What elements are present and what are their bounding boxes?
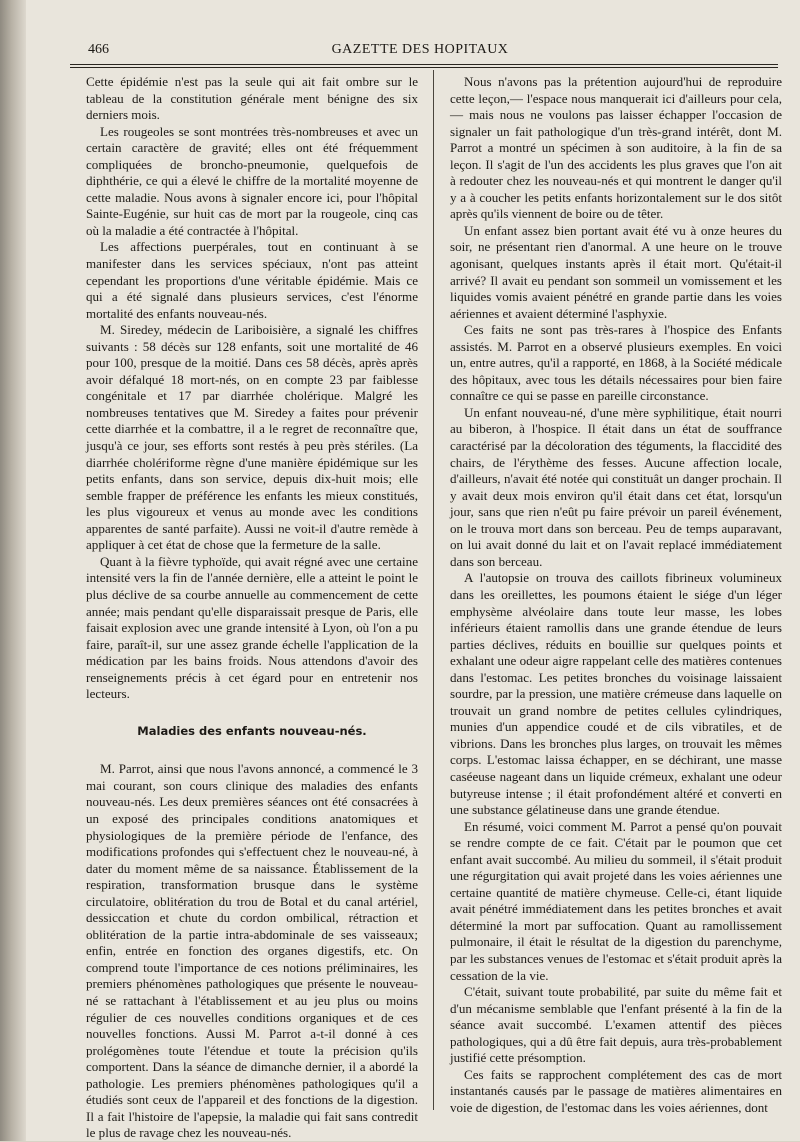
paragraph: M. Siredey, médecin de Lariboisière, a signalé les chiffres suivants : 58 décès sur 128 enfants, soit une mortalité de 46 pour 100, presque de la moitié. Dans ces 58 décès, après après avoir défalqué 18 mort-nés, on en compte 23 par faiblesse congénitale et 17 par diarrhée cholérique. Malgré les nombreuses tentatives que M. Siredey a faites pour prévenir cette diarrhée et la combattre, il a le regret de reconnaître que, jusqu'à ce jour, ses efforts sont restés à peu près stériles. (La diarrhée cholériforme règne d'une manière épidémique sur les petits enfants, dans son service, depuis dix-huit mois; elle semble frapper de préférence les enfants les mieux constitués, les plus vigoureux et venus au monde avec les conditions apparentes de santé parfaite). Aussi ne voit-il d'autre remède à appliquer à cet état de chose que la fermeture de la salle.	[86, 322, 418, 553]
section-heading: Maladies des enfants nouveau-nés.	[137, 723, 367, 738]
paragraph: Ces faits ne sont pas très-rares à l'hospice des Enfants assistés. M. Parrot en a observé plusieurs exemples. En voici un, entre autres, qu'il a rapporté, en 1868, à la Société médicale des hôpitaux, avec tous les détails nécessaires pour bien faire connaître ce qui se passe en pareille circonstance.	[450, 322, 782, 404]
paragraph: Nous n'avons pas la prétention aujourd'hui de reproduire cette leçon,— l'espace nous manquerait ici d'ailleurs pour cela, — mais nous ne voulons pas laisser échapper l'occasion de signaler un fait pathologique d'un très-grand intérêt, dont M. Parrot a montré un spécimen à son auditoire, à la fin de sa leçon. Il s'agit de l'un des accidents les plus graves que l'on ait à redouter chez les nouveau-nés et qui montrent le danger qu'il y a à coucher les petits enfants horizontalement sur le dos sitôt après qu'ils viennent de boire ou de têter.	[450, 74, 782, 222]
paragraph: Ces faits se rapprochent complétement des cas de mort instantanés causés par le passage de matières alimentaires en voie de digestion, de l'estomac dans les voies aériennes, dont	[450, 1066, 782, 1115]
binding-edge	[0, 0, 26, 1141]
paragraph: Un enfant nouveau-né, d'une mère syphilitique, était nourri au biberon, à l'hospice. Il était dans un état de souffrance caractérisé par la décoloration des téguments, la flaccidité des chairs, de l'érythème des fesses. Aucune affection locale, d'ailleurs, n'avait été notée qui constituât un danger prochain. Il y avait deux mois environ qu'il était dans cet état, lorsqu'un jour, sans que rien n'eût pu faire prévoir un pareil événement, on le trouva mort dans son berceau. Peu de temps auparavant, on lui avait donné du lait et on l'avait replacé immédiatement dans son berceau.	[450, 404, 782, 569]
header-rule	[70, 64, 778, 65]
paragraph: Les affections puerpérales, tout en continuant à se manifester dans les services spéciaux, n'ont pas atteint cependant les proportions d'une véritable épidémie. Mais ce qui a été signalé dans plusieurs services, c'est l'énorme mortalité des enfants nouveau-nés.	[86, 239, 418, 321]
page-number: 466	[88, 42, 109, 57]
column-divider	[433, 70, 434, 1110]
left-column	[86, 74, 418, 1142]
paragraph: Cette épidémie n'est pas la seule qui ait fait ombre sur le tableau de la constitution générale ment bénigne des six derniers mois.	[86, 74, 418, 123]
running-title: GAZETTE DES HOPITAUX	[331, 42, 509, 57]
right-column	[450, 74, 782, 1116]
paragraph: M. Parrot, ainsi que nous l'avons annoncé, a commencé le 3 mai courant, son cours clinique des maladies des enfants nouveau-nés. Les deux premières séances ont été consacrées à un exposé des principales conditions anatomiques et physiologiques de la première période de l'enfance, des modifications profondes qui s'effectuent chez le nouveau-né, à dater du moment même de sa naissance. Établissement de la respiration, transformation brusque dans le système circulatoire, oblitération du trou de Botal et du canal artériel, dessiccation et chute du cordon ombilical, rétraction et oblitération de la partie intra-abdominale de ses vaisseaux; enfin, entrée en fonction des organes digestifs, etc. On comprend toute l'importance de ces notions préliminaires, les premiers phénomènes pathologiques que présente le nouveau-né se rattachant à l'établissement et au jeu plus ou moins régulier de ces nouvelles conditions organiques et de ces nouvelles fonctions. Aussi M. Parrot a-t-il donné à ces prolégomènes toute l'étendue et toute la précision qu'ils comportent. Dans la séance de dimanche dernier, il a abordé la pathologie. Les premiers phénomènes pathologiques qu'il a étudiés sont ceux de l'appareil et des fonctions de la digestion. Il a fait l'histoire de l'apepsie, la maladie qui fait sans contredit le plus de ravage chez les nouveau-nés.	[86, 761, 418, 1141]
page-header	[60, 36, 780, 62]
paragraph: Un enfant assez bien portant avait été vu à onze heures du soir, ne présentant rien d'anormal. A une heure on le trouve agonisant, quelques instants après il était mort. Qu'était-il arrivé? Il avait eu pendant son sommeil un vomissement et les liquides vomis avaient pénétré en grande partie dans les voies aériennes et avaient déterminé l'asphyxie.	[450, 222, 782, 321]
paragraph: En résumé, voici comment M. Parrot a pensé qu'on pouvait se rendre compte de ce fait. C'était par le poumon que cet enfant avait succombé. Au milieu du sommeil, il s'était produit une régurgitation qui avait projeté dans les voies aériennes une certaine quantité de matière chymeuse. Celle-ci, étant liquide avait pénétré immédiatement dans les petites bronches et avait déterminé la mort par suffocation. Quant au ramollissement pulmonaire, il était le résultat de la digestion du parenchyme, par les substances venues de l'estomac et s'était produit après la cessation de la vie.	[450, 818, 782, 983]
paragraph: C'était, suivant toute probabilité, par suite du même fait et d'un mécanisme semblable que l'enfant présenté à la fin de la séance avait succombé. L'examen attentif des pièces pathologiques, qui a dû être fait depuis, aura très-probablement justifié cette présomption.	[450, 984, 782, 1066]
header-rule-double	[70, 67, 778, 68]
paragraph: Quant à la fièvre typhoïde, qui avait régné avec une certaine intensité vers la fin de l'année dernière, elle a atteint le point le plus déclive de sa courbe annuelle au commencement de cette année; mais pendant qu'elle disparaissait presque de Paris, elle faisait explosion avec une grande intensité à Lyon, où l'on a pu faire, paraît-il, sur une assez grande échelle l'application de la médication par les bains froids. Nous attendons d'avoir des renseignements précis à cet égard pour en entretenir nos lecteurs.	[86, 553, 418, 702]
paragraph: Les rougeoles se sont montrées très-nombreuses et avec un certain caractère de gravité; elles ont été fréquemment compliquées de broncho-pneumonie, quelquefois de diphthérie, ce qui a élevé le chiffre de la mortalité moyenne de cette maladie. Nous avons à signaler encore ici, pour l'hôpital Sainte-Eugénie, sur huit cas de mort par la rougeole, cinq cas où la maladie a été contractée à l'hôpital.	[86, 123, 418, 238]
paragraph: A l'autopsie on trouva des caillots fibrineux volumineux dans les oreillettes, les poumons étaient le siége d'un léger emphysème alvéolaire dans toute leur masse, les lobes inférieurs étaient ramollis dans une grande étendue de leurs parties déclives, réduits en bouillie sur quelques points et exhalant une odeur aigre rappelant celle des matières contenues dans l'estomac. Les petites bronches du voisinage laissaient sourdre, par la pression, une matière crémeuse dans laquelle on trouvait un grand nombre de petites cellules cylindriques, munies d'un appendice coudé et de cils vibratiles, et de vibrions. Dans les bronches plus larges, on trouvait les mêmes corps. L'estomac laissa échapper, en se déchirant, une masse caséeuse nageant dans un liquide crémeux, exhalant une odeur butyreuse intense ; il était profondément altéré et converti en une substance gélatineuse dans une grande étendue.	[450, 570, 782, 818]
